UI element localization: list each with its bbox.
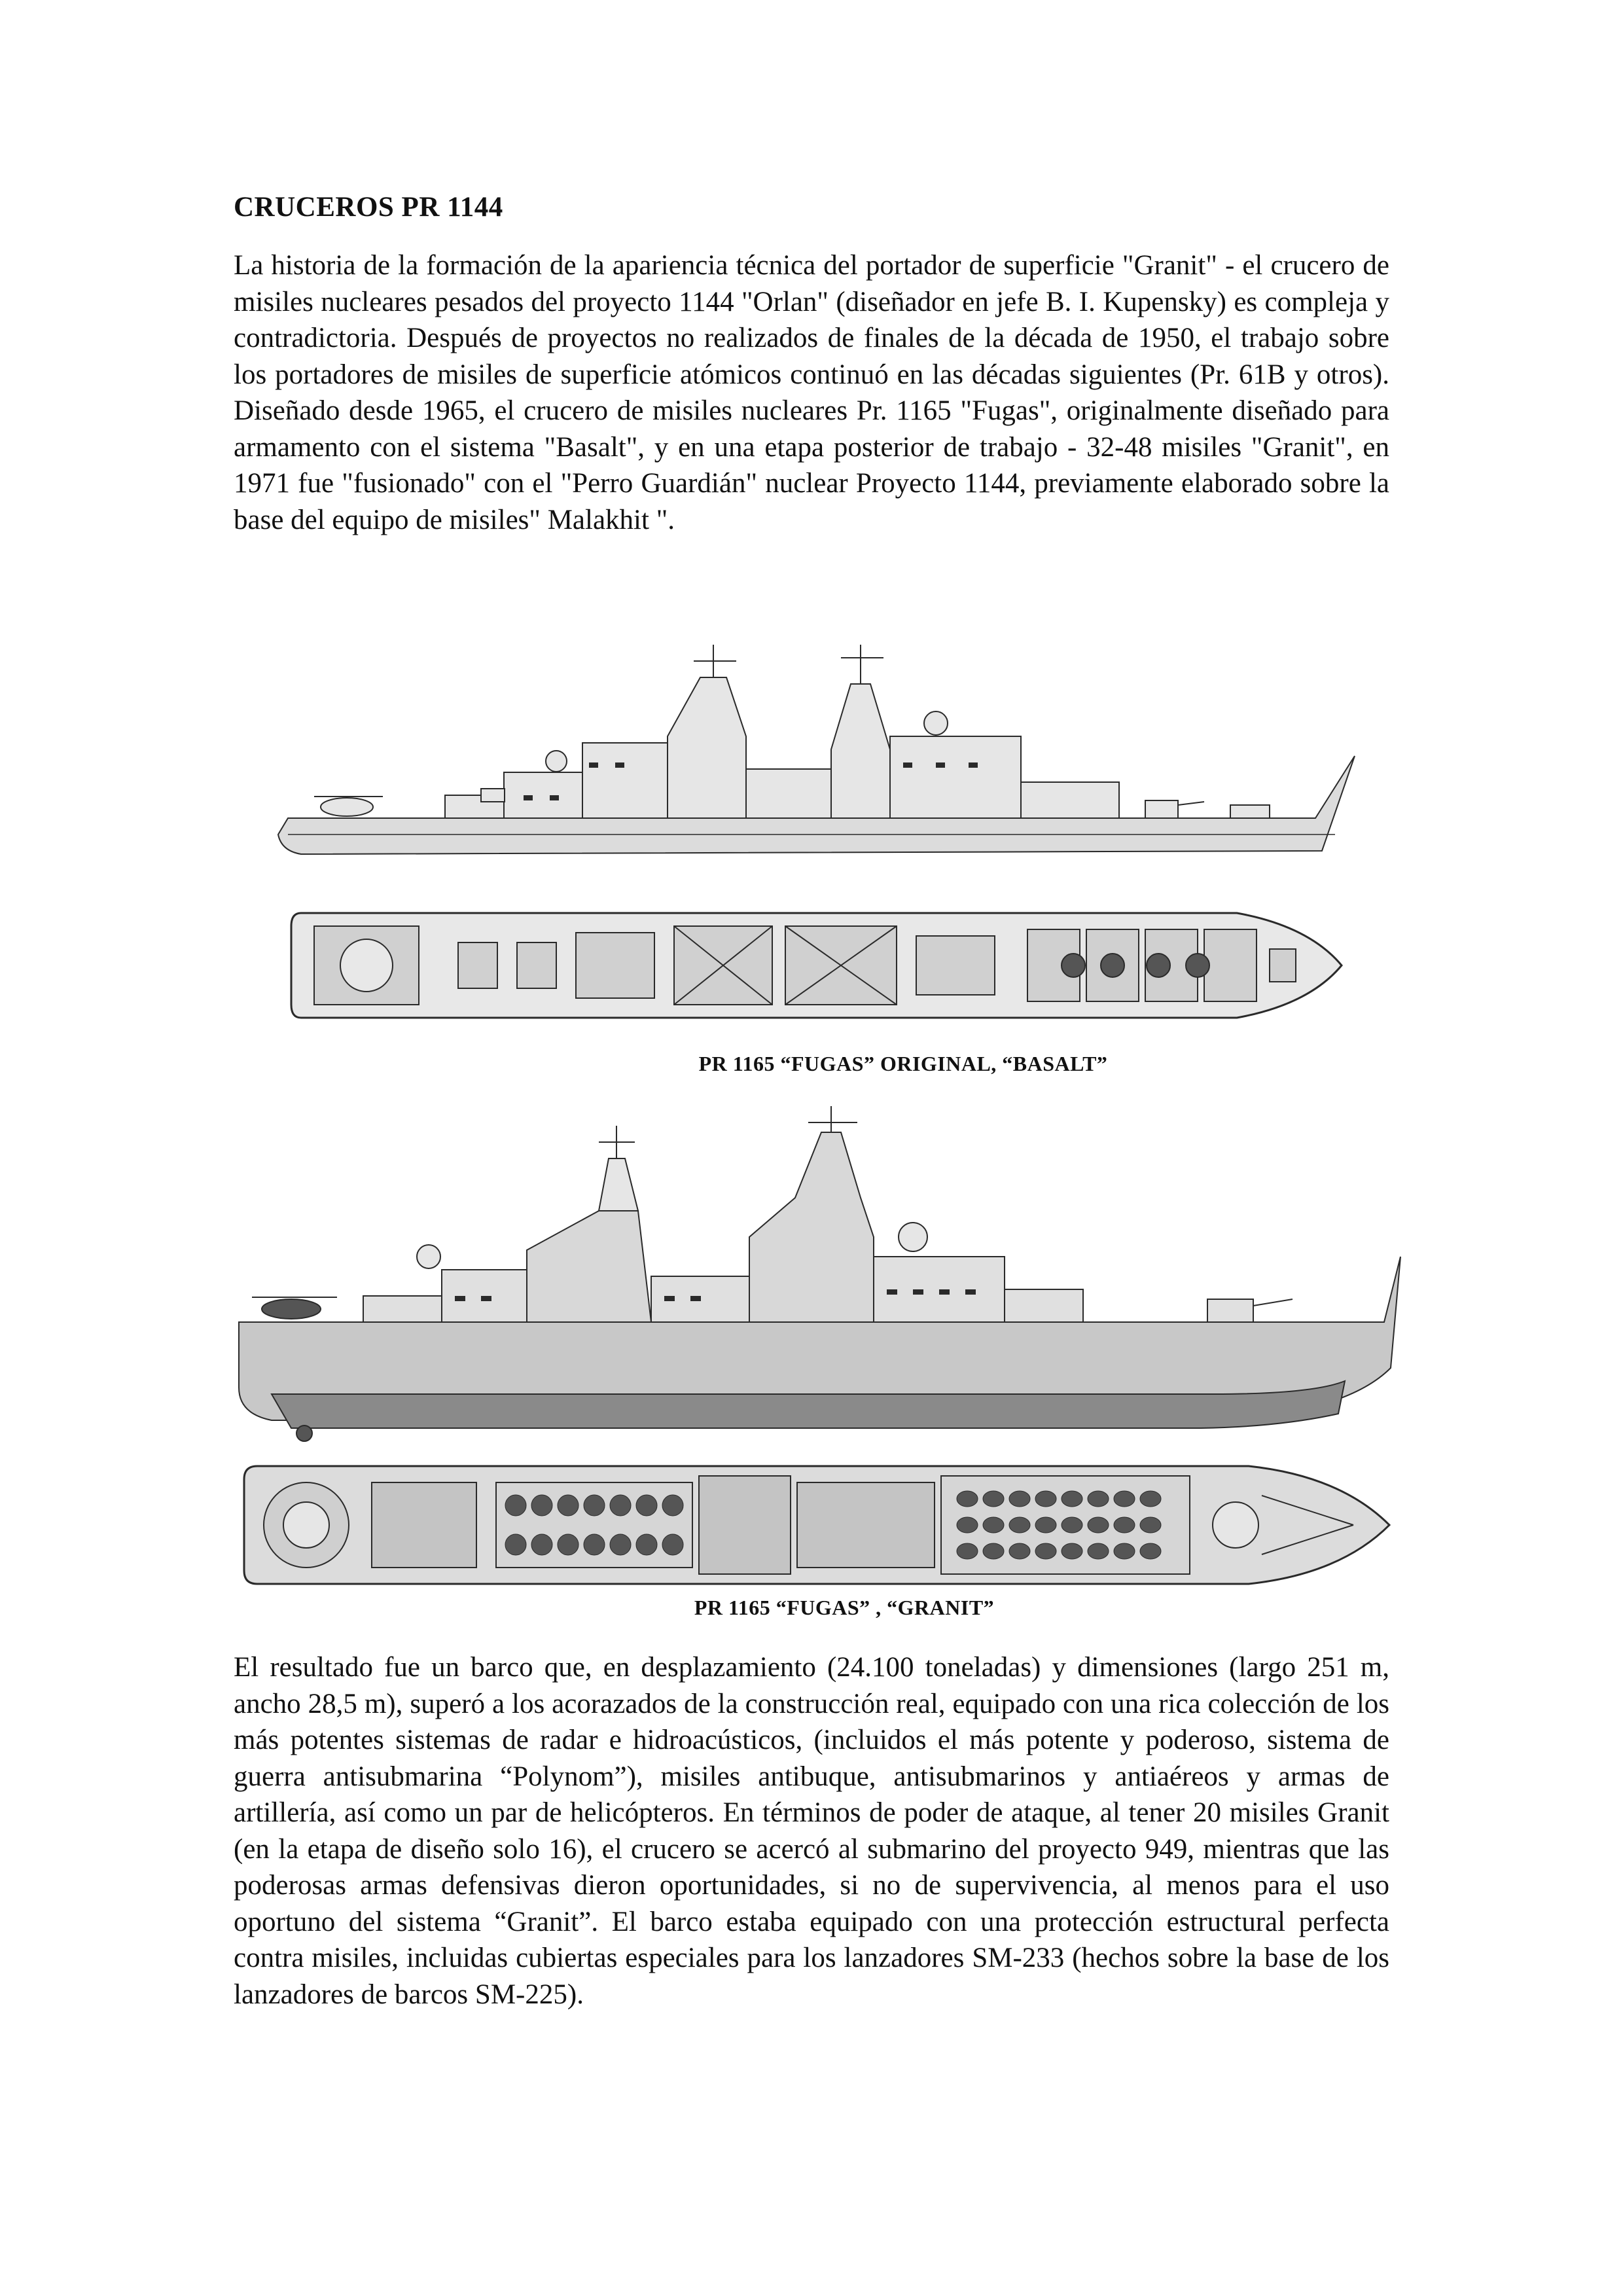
results-paragraph: El resultado fue un barco que, en desplazamiento (24.100 toneladas) y dimensiones (largo 251 m, ancho 28,5 m), superó a los acorazados de la construcción real, equipado con una rica colección de los más potentes sistemas de radar e hidroacústicos, (incluidos el más potente y poderoso, sistema de guerra antisubmarina “Polynom”), misiles antibuque, antisubmarinos y antiaéreos y armas de artillería, así como un par de helicópteros. En términos de poder de ataque, al tener 20 misiles Granit (en la etapa de diseño solo 16), el crucero se acercó al submarino del proyecto 949, mientras que las poderosas armas defensivas dieron oportunidades, si no de supervivencia, al menos para el uso oportuno del sistema “Granit”. El barco estaba equipado con una protección estructural perfecta contra misiles, incluidas cubiertas especiales para los lanzadores SM-233 (hechos sobre la base de los lanzadores de barcos SM-225). [234, 1652, 1389, 2010]
ship-2-side-profile [232, 1106, 1404, 1446]
figure-caption-1: PR 1165 “FUGAS” ORIGINAL, “BASALT” [698, 1052, 1108, 1075]
ship-1-side-profile [275, 638, 1361, 870]
ship-1-top-view [288, 900, 1348, 1031]
page-title: CRUCEROS PR 1144 [234, 192, 503, 223]
intro-paragraph: La historia de la formación de la apariencia técnica del portador de superficie "Granit" - el crucero de misiles nucleares pesados del proyecto 1144 "Orlan" (diseñador en jefe B. I. Kupensky) es compleja y contradictoria. Después de proyectos no realizados de finales de la década de 1950, el trabajo sobre los portadores de misiles de superficie atómicos continuó en las décadas siguientes (Pr. 61B y otros). Diseñado desde 1965, el crucero de misiles nucleares Pr. 1165 "Fugas", originalmente diseñado para armamento con el sistema "Basalt", y en una etapa posterior de trabajo - 32-48 misiles "Granit", en 1971 fue "fusionado" con el "Perro Guardián" nuclear Proyecto 1144, previamente elaborado sobre la base del equipo de misiles" Malakhit ". [234, 250, 1389, 535]
ship-2-top-view [241, 1456, 1393, 1594]
figure-caption-2: PR 1165 “FUGAS” , “GRANIT” [694, 1596, 995, 1619]
